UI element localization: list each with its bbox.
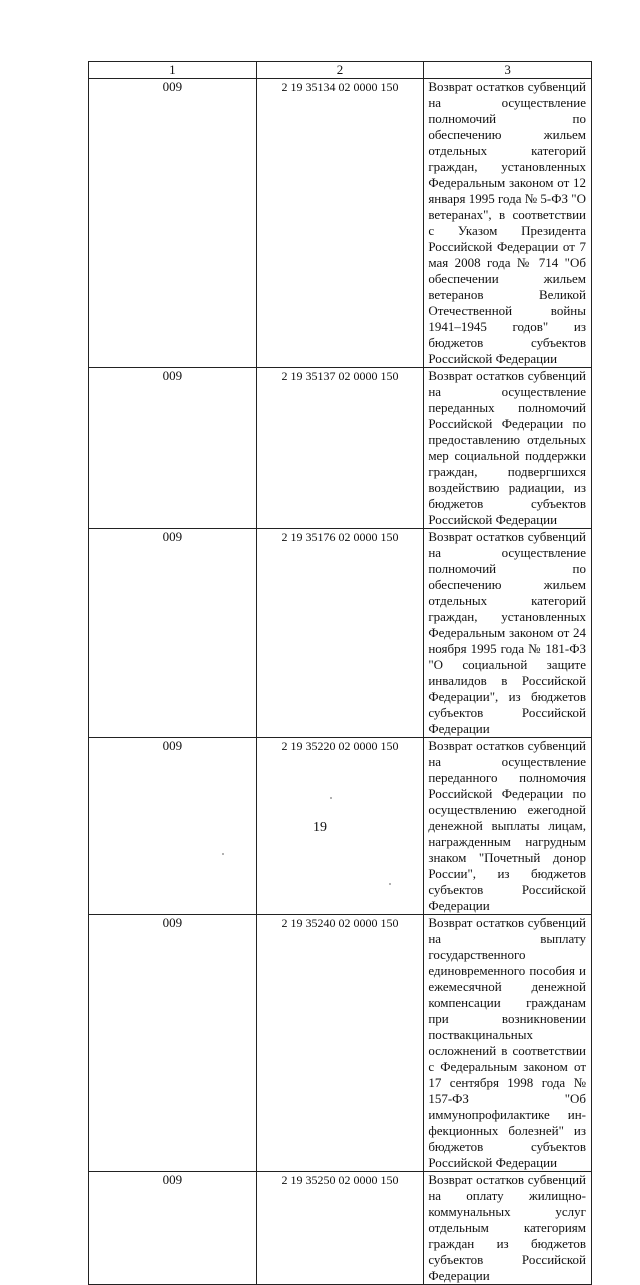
budget-classification-table bbox=[88, 61, 592, 1285]
cell-code: 009 bbox=[89, 529, 257, 738]
table-header-row bbox=[89, 62, 592, 79]
description-text: Возврат остатков субвенций на выплату государственного единовременного пособия и ежемесячной денежной компенсации гражданам при возникновении поствакцинальных осложнений в соответствии с Федеральным законом от 17 сентября 1998 года № 157-ФЗ "Об иммунопрофилактике инфекционных болезней" из бюджетов субъектов Российской Федерации bbox=[428, 915, 586, 1170]
cell-budget-code: 2 19 35240 02 0000 150 bbox=[256, 915, 424, 1172]
table-row bbox=[89, 529, 592, 738]
cell-description bbox=[424, 1172, 592, 1285]
cell-budget-code: 2 19 35137 02 0000 150 bbox=[256, 368, 424, 529]
description-text: Возврат остатков субвенций на осуществление полномочий по обеспечению жильем отдельных категорий граждан, установленных Федеральным законом от 24 ноября 1995 года № 181-ФЗ "О социальной защите инвалидов в Российской Федерации", из бюджетов субъектов Российской Федерации bbox=[428, 529, 586, 736]
header-col-1: 1 bbox=[89, 62, 257, 79]
description-text: Возврат остатков субвенций на осуществление переданного полномочия Российской Федерации по осуществлению ежегодной денежной выплаты лицам, награжденным нагрудным знаком "Почетный донор России", из бюджетов субъектов Российской Федерации bbox=[428, 738, 586, 913]
header-col-3: 3 bbox=[424, 62, 592, 79]
scan-speck bbox=[222, 853, 224, 855]
page-number: 19 bbox=[313, 820, 327, 835]
cell-description bbox=[424, 79, 592, 368]
cell-description bbox=[424, 368, 592, 529]
cell-budget-code: 2 19 35176 02 0000 150 bbox=[256, 529, 424, 738]
table-row bbox=[89, 1172, 592, 1285]
cell-budget-code: 2 19 35250 02 0000 150 bbox=[256, 1172, 424, 1285]
cell-code: 009 bbox=[89, 1172, 257, 1285]
description-text: Возврат остатков субвенций на осуществление полномочий по обеспечению жильем отдельных категорий граждан, установленных Федеральным законом от 12 января 1995 года № 5-ФЗ "О ветеранах", в соответствии с Указом Президента Российской Федерации от 7 мая 2008 года № 714 "Об обеспечении жильем ветеранов Великой Отечественной войны 1941–1945 годов" из бюджетов субъектов Российской Федерации bbox=[428, 79, 586, 366]
cell-budget-code: 2 19 35220 02 0000 150 bbox=[256, 738, 424, 915]
cell-code: 009 bbox=[89, 368, 257, 529]
scan-speck bbox=[330, 797, 332, 799]
cell-budget-code: 2 19 35134 02 0000 150 bbox=[256, 79, 424, 368]
table-row bbox=[89, 79, 592, 368]
description-text: Возврат остатков субвенций на оплату жилищно-коммунальных услуг отдельным категориям граждан из бюджетов субъектов Российской Федерации bbox=[428, 1172, 586, 1283]
cell-description bbox=[424, 915, 592, 1172]
header-col-2: 2 bbox=[256, 62, 424, 79]
cell-description bbox=[424, 529, 592, 738]
description-text: Возврат остатков субвенций на осуществление переданных полномочий Российской Федерации по предоставлению отдельных мер социальной поддержки граждан, подвергшихся воздействию радиации, из бюджетов субъектов Российской Федерации bbox=[428, 368, 586, 527]
scan-speck bbox=[389, 883, 391, 885]
table-row bbox=[89, 368, 592, 529]
cell-code: 009 bbox=[89, 79, 257, 368]
cell-code: 009 bbox=[89, 738, 257, 915]
cell-code: 009 bbox=[89, 915, 257, 1172]
table-row bbox=[89, 915, 592, 1172]
